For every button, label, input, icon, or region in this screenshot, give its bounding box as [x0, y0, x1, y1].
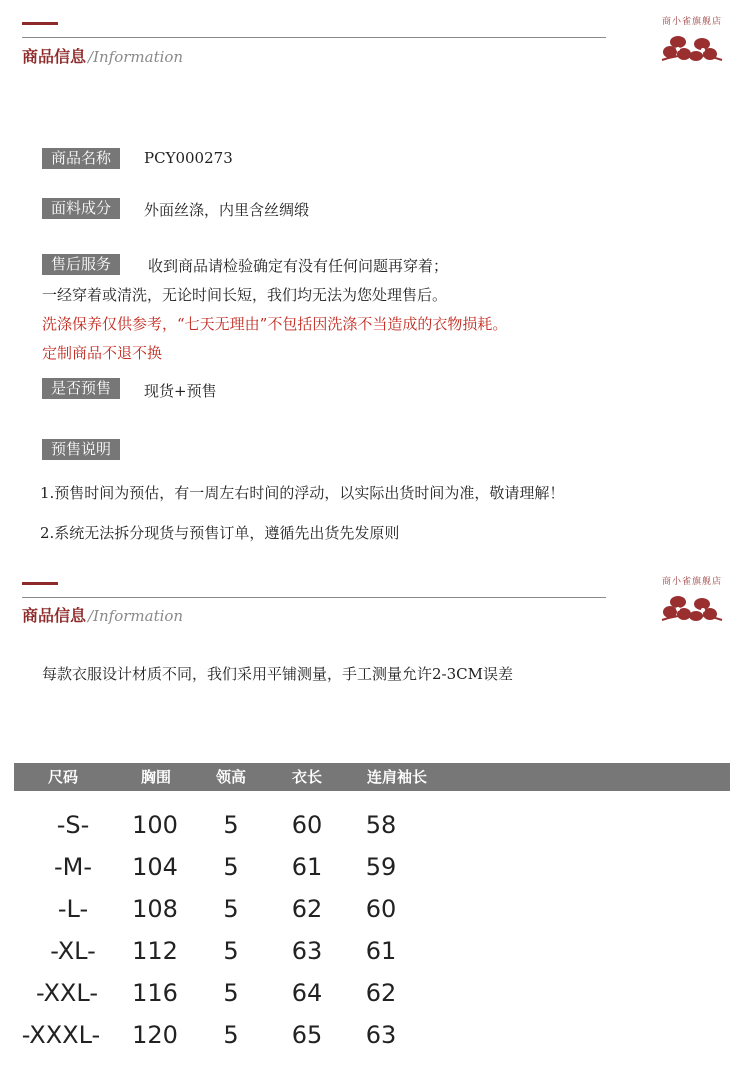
header-collar-height: 领高: [215, 768, 246, 786]
cell-collar: 5: [223, 811, 239, 839]
measurement-note: 每款衣服设计材质不同，我们采用平铺测量，手工测量允许2-3CM误差: [42, 665, 513, 683]
cell-collar: 5: [223, 937, 239, 965]
cell-size: -XXXL-: [21, 1021, 101, 1049]
cell-sleeve: 58: [365, 811, 397, 839]
header-size: 尺码: [47, 768, 78, 786]
section-subtitle: /Information: [88, 607, 184, 625]
section-accent-bar: [22, 582, 58, 585]
cell-size: -XXL-: [36, 979, 98, 1007]
cell-chest: 112: [132, 937, 178, 965]
section-divider: [22, 597, 606, 598]
section-accent-bar: [22, 22, 58, 25]
cell-sleeve: 59: [365, 853, 397, 881]
cell-length: 62: [291, 895, 323, 923]
header-chest: 胸围: [140, 768, 171, 786]
section-title: [22, 44, 183, 67]
presale-note-1: 1.预售时间为预估，有一周左右时间的浮动，以实际出货时间为准，敬请理解！: [40, 484, 565, 502]
cell-chest: 116: [132, 979, 178, 1007]
presale-note-label: 预售说明: [42, 439, 120, 460]
cell-chest: 108: [132, 895, 178, 923]
header-length: 衣长: [291, 768, 322, 786]
after-sales-line-2: 一经穿着或清洗，无论时间长短，我们均无法为您处理售后。: [42, 286, 448, 304]
cell-length: 63: [291, 937, 323, 965]
washing-warning: 洗涤保养仅供参考，“七天无理由”不包括因洗涤不当造成的衣物损耗。: [42, 315, 508, 333]
custom-no-return: 定制商品不退不换: [42, 344, 163, 362]
after-sales-label: 售后服务: [42, 254, 120, 275]
cell-size: -M-: [53, 853, 93, 881]
presale-value: 现货+预售: [144, 382, 217, 400]
cell-sleeve: 63: [365, 1021, 397, 1049]
cell-collar: 5: [223, 853, 239, 881]
cell-chest: 100: [132, 811, 178, 839]
section-subtitle: /Information: [88, 48, 184, 66]
cell-collar: 5: [223, 979, 239, 1007]
after-sales-line-1: 收到商品请检验确定有没有任何问题再穿着；: [148, 257, 449, 275]
section-title-text: 商品信息: [22, 606, 87, 625]
brand-stamp-text: 商小雀旗舰店: [661, 577, 722, 587]
fabric-value: 外面丝涤，内里含丝绸缎: [144, 201, 310, 219]
flower-ornament-icon: [658, 30, 726, 70]
cell-sleeve: 60: [365, 895, 397, 923]
cell-length: 61: [291, 853, 323, 881]
section-divider: [22, 37, 606, 38]
cell-size: -XL-: [50, 937, 96, 965]
cell-length: 64: [291, 979, 323, 1007]
cell-collar: 5: [223, 895, 239, 923]
cell-size: -L-: [57, 895, 89, 923]
flower-ornament-icon: [658, 590, 726, 630]
brand-stamp: [652, 14, 732, 70]
cell-collar: 5: [223, 1021, 239, 1049]
product-name-label: 商品名称: [42, 148, 120, 169]
header-sleeve-length: 连肩袖长: [366, 768, 427, 786]
cell-sleeve: 62: [365, 979, 397, 1007]
cell-sleeve: 61: [365, 937, 397, 965]
cell-length: 60: [291, 811, 323, 839]
section-title-text: 商品信息: [22, 47, 87, 66]
fabric-label: 面料成分: [42, 198, 120, 219]
presale-label: 是否预售: [42, 378, 120, 399]
cell-chest: 120: [132, 1021, 178, 1049]
brand-stamp-text: 商小雀旗舰店: [661, 17, 722, 27]
section-title: [22, 603, 183, 626]
cell-chest: 104: [132, 853, 178, 881]
brand-stamp: [652, 574, 732, 630]
cell-size: -S-: [56, 811, 90, 839]
size-table-header: [14, 763, 730, 791]
presale-note-2: 2.系统无法拆分现货与预售订单，遵循先出货先发原则: [40, 524, 400, 542]
product-name-value: PCY000273: [144, 149, 233, 167]
cell-length: 65: [291, 1021, 323, 1049]
